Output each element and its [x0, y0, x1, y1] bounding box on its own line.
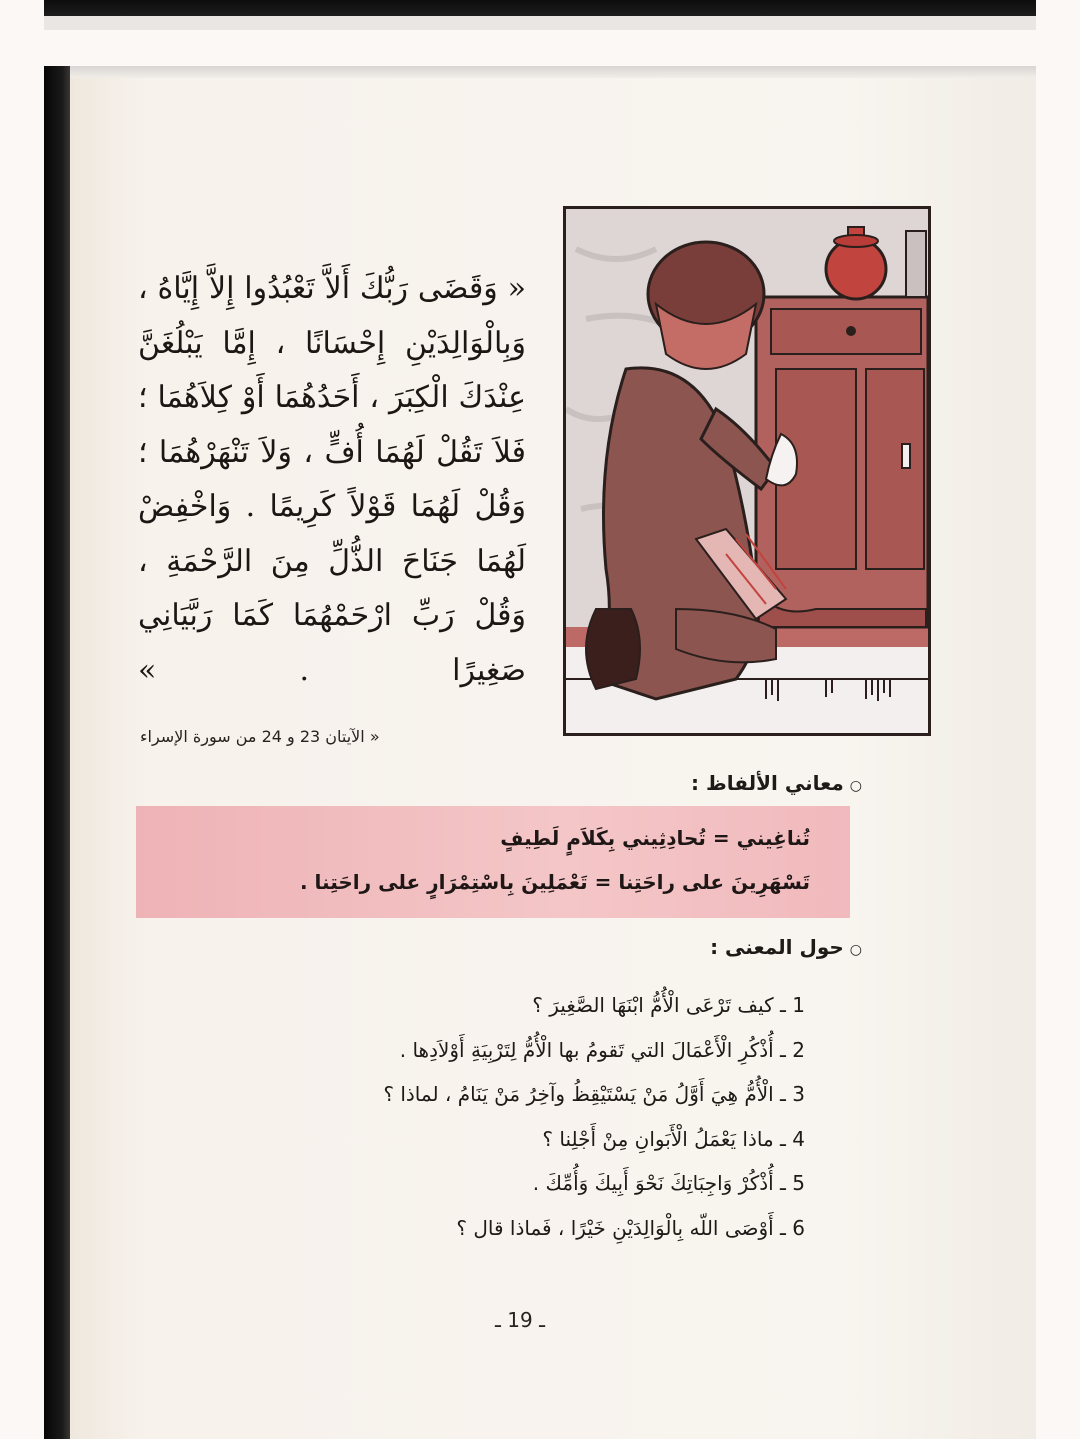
- page-top-shadow: [44, 66, 1036, 78]
- vocabulary-heading: [691, 771, 862, 795]
- vocabulary-line: تَسْهَرِينَ على راحَتِنا = تَعْمَلِينَ بِاسْتِمْرَارٍ على راحَتِنا .: [299, 870, 810, 894]
- vocabulary-box: [136, 806, 850, 918]
- book-binding-edge: [44, 66, 70, 1439]
- question-item: 5 ـ أُذْكُرْ وَاجِبَاتِكَ نَحْوَ أَبِيكَ وَأُمِّكَ .: [532, 1171, 805, 1195]
- meaning-heading-text: حول المعنى :: [710, 935, 844, 959]
- question-item: 6 ـ أَوْصَى اللّه بِالْوَالِدَيْنِ خَيْرًا ، فَماذا قال ؟: [456, 1215, 805, 1240]
- quran-verse-text: « وَقَضَى رَبُّكَ أَلاَّ تَعْبُدُوا إِلاَّ إِيَّاهُ ، وَبِالْوَالِدَيْنِ إِحْسَانًا ، إِمَّا يَبْلُغَنَّ عِنْدَكَ الْكِبَرَ ، أَحَدُهُمَا أَوْ كِلاَهُمَا ؛ فَلاَ تَقُلْ لَهُمَا أُفٍّ ، وَلاَ تَنْهَرْهُمَا ؛ وَقُلْ لَهُمَا قَوْلاً كَرِيمًا . وَاخْفِضْ لَهُمَا جَنَاحَ الذُّلِّ مِنَ الرَّحْمَةِ ، وَقُلْ رَبِّ ارْحَمْهُمَا كَمَا رَبَّيَانِي صَغِيرًا . »: [138, 271, 526, 688]
- bullet-icon: ○: [849, 942, 862, 958]
- previous-page-strip: [44, 0, 1036, 16]
- illustration-drawing: [566, 209, 928, 733]
- meaning-heading: [710, 935, 862, 959]
- illustration-woman-cleaning: [563, 206, 931, 736]
- question-item: 1 ـ كيف تَرْعَى الْأُمُّ ابْنَهَا الصَّغِيرَ ؟: [532, 993, 805, 1017]
- question-item: 3 ـ الْأُمُّ هِيَ أَوَّلُ مَنْ يَسْتَيْقِظُ وآخِرُ مَنْ يَنَامُ ، لماذا ؟: [383, 1082, 805, 1106]
- vocabulary-line: تُناغِيني = تُحادِثِيني بِكَلاَمٍ لَطِيفٍ: [500, 826, 810, 850]
- question-item: 2 ـ أُذْكُرِ الْأَعْمَالَ التي تَقومُ بها الْأُمُّ لِتَرْبِيَةِ أَوْلاَدِها .: [399, 1037, 805, 1062]
- vocabulary-heading-text: معاني الألفاظ :: [690, 771, 844, 795]
- page-number: ـ 19 ـ: [495, 1308, 545, 1332]
- question-list: [300, 983, 805, 1250]
- verse-source-citation: « الآيتان 23 و 24 من سورة الإسراء: [140, 727, 380, 746]
- question-item: 4 ـ ماذا يَعْمَلُ الْأَبَوانِ مِنْ أَجْلِنا ؟: [542, 1126, 805, 1151]
- previous-page-edge: [44, 16, 1036, 30]
- bullet-icon: ○: [849, 778, 862, 794]
